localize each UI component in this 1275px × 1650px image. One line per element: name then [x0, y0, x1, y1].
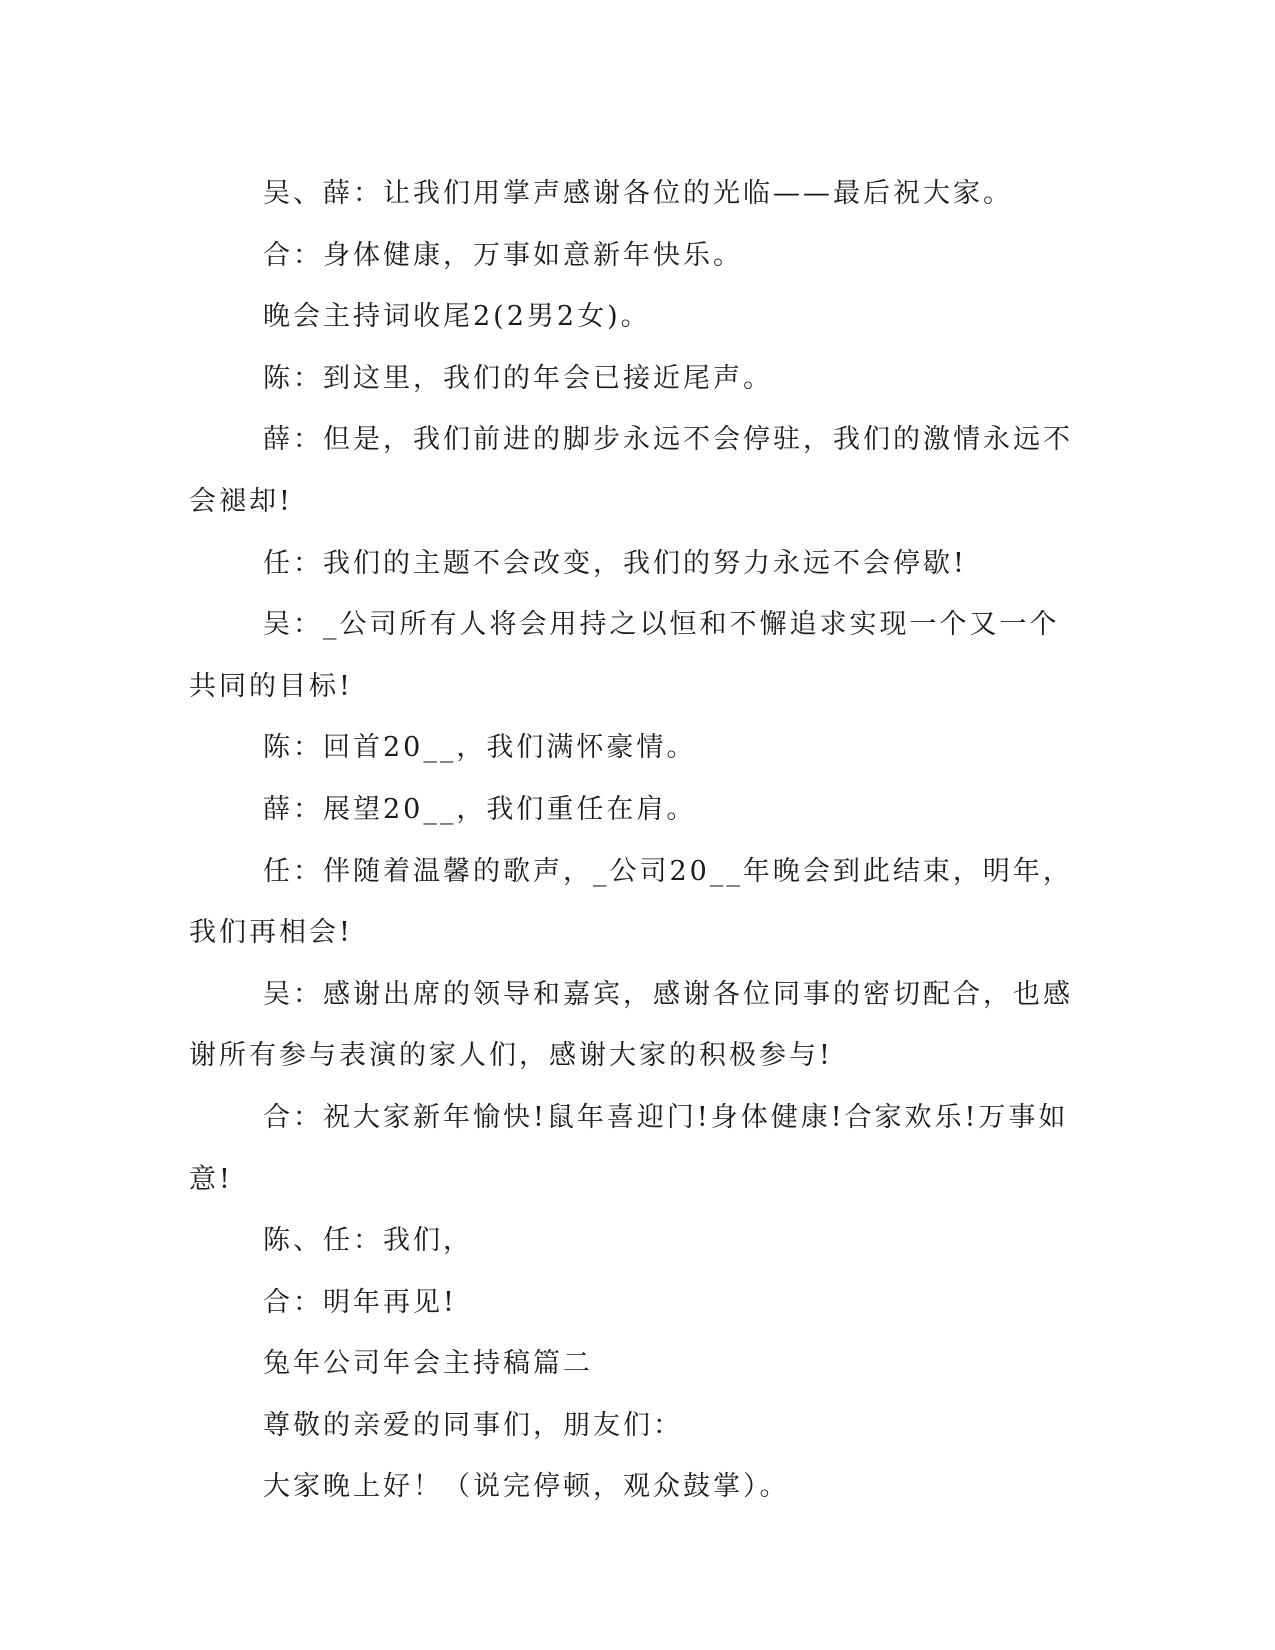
paragraph-10: 任：伴随着温馨的歌声，_公司20__年晚会到此结束，明年，我们再相会! — [189, 855, 1073, 949]
paragraph-5: 薛：但是，我们前进的脚步永远不会停驻，我们的激情永远不会褪却! — [189, 424, 1073, 517]
paragraph-2: 合：身体健康，万事如意新年快乐。 — [263, 239, 743, 271]
paragraph-8: 陈：回首20__，我们满怀豪情。 — [263, 732, 697, 764]
paragraph-17: 大家晚上好！（说完停顿，观众鼓掌）。 — [263, 1471, 790, 1503]
paragraph-1: 吴、薛：让我们用掌声感谢各位的光临——最后祝大家。 — [263, 178, 1013, 209]
paragraph-14: 合：明年再见! — [263, 1286, 457, 1318]
paragraph-16: 尊敬的亲爱的同事们，朋友们： — [263, 1409, 683, 1441]
section-heading: 兔年公司年会主持稿篇二 — [263, 1348, 593, 1380]
paragraph-13: 陈、任：我们， — [263, 1225, 473, 1257]
paragraph-11: 吴：感谢出席的领导和嘉宾，感谢各位同事的密切配合，也感谢所有参与表演的家人们，感谢大家的积极参与! — [189, 978, 1073, 1072]
paragraph-9: 薛：展望20__，我们重任在肩。 — [263, 793, 697, 825]
paragraph-12: 合：祝大家新年愉快!鼠年喜迎门!身体健康!合家欢乐!万事如意! — [189, 1101, 1069, 1195]
paragraph-4: 陈：到这里，我们的年会已接近尾声。 — [263, 362, 773, 394]
paragraph-7: 吴：_公司所有人将会用持之以恒和不懈追求实现一个又一个共同的目标! — [189, 609, 1060, 702]
paragraph-6: 任：我们的主题不会改变，我们的努力永远不会停歇! — [263, 547, 967, 579]
paragraph-3: 晚会主持词收尾2(2男2女)。 — [263, 301, 651, 333]
document-body — [189, 163, 1079, 1518]
